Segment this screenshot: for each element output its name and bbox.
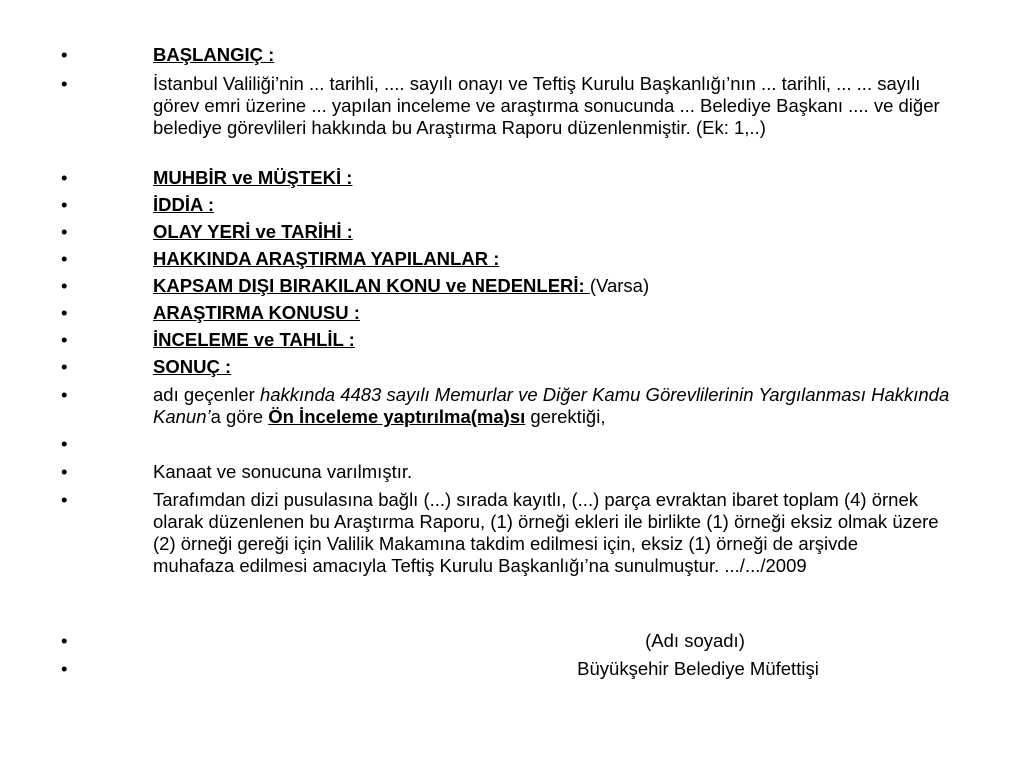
bullet: • <box>61 461 68 482</box>
adi-text-1: adı geçenler <box>153 384 260 405</box>
bullet: • <box>61 275 68 296</box>
heading-inceleme: İNCELEME ve TAHLİL : <box>153 329 355 350</box>
on-inceleme-emphasis: Ön İnceleme yaptırılma(ma)sı <box>268 406 526 427</box>
bullet: • <box>61 630 68 651</box>
kapsam-note: (Varsa) <box>589 275 650 296</box>
adi-paragraph <box>153 384 953 428</box>
heading-hakkinda: HAKKINDA ARAŞTIRMA YAPILANLAR : <box>153 248 500 269</box>
heading-kapsam: KAPSAM DIŞI BIRAKILAN KONU ve NEDENLERİ: <box>153 275 590 296</box>
bullet: • <box>61 658 68 679</box>
bullet: • <box>61 329 68 350</box>
kapsam-line <box>153 275 953 297</box>
adi-text-3: a göre <box>210 406 269 427</box>
signature-title: Büyükşehir Belediye Müfettişi <box>577 658 819 679</box>
bullet: • <box>61 73 68 94</box>
bullet: • <box>61 433 68 454</box>
heading-sonuc: SONUÇ : <box>153 356 232 377</box>
taraf-paragraph: Tarafımdan dizi pusulasına bağlı (...) sırada kayıtlı, (...) parça evraktan ibaret toplam (4) örnek olarak düzenlenen bu Araştırma Raporu, (1) örneği ekleri ile birlikte (1) örneği eksiz olmak üzere (2) örneği gereği için Valilik Makamına takdim edilmesi için, eksiz (1) örneği de arşivde muhafaza edilmesi amacıyla Teftiş Kurulu Başkanlığı’na sunulmuştur. .../.../2009 <box>153 489 939 576</box>
kanaat-text: Kanaat ve sonucuna varılmıştır. <box>153 461 413 482</box>
bullet: • <box>61 302 68 323</box>
heading-muhbir: MUHBİR ve MÜŞTEKİ : <box>153 167 353 188</box>
law-reference: hakkında 4483 sayılı Memurlar ve Diğer Kamu Görevlilerinin Yargılanması Hakkında Kanun’ <box>153 384 950 427</box>
adi-text-5: gerektiği, <box>525 406 606 427</box>
bullet: • <box>61 356 68 377</box>
bullet: • <box>61 384 68 405</box>
bullet: • <box>61 194 68 215</box>
heading-olay: OLAY YERİ ve TARİHİ : <box>153 221 353 242</box>
bullet: • <box>61 44 68 65</box>
signature-name: (Adı soyadı) <box>645 630 745 651</box>
bullet: • <box>61 221 68 242</box>
bullet: • <box>61 167 68 188</box>
bullet: • <box>61 489 68 510</box>
intro-paragraph: İstanbul Valiliği’nin ... tarihli, .... sayılı onayı ve Teftiş Kurulu Başkanlığı’nın ... tarihli, ... ... sayılı görev emri üzerine ... yapılan inceleme ve araştırma sonucunda ... Belediye Başkanı .... ve diğer belediye görevlileri hakkında bu Araştırma Raporu düzenlenmiştir. (Ek: 1,..) <box>153 73 940 138</box>
heading-iddia: İDDİA : <box>153 194 214 215</box>
heading-konu: ARAŞTIRMA KONUSU : <box>153 302 360 323</box>
bullet: • <box>61 248 68 269</box>
heading-baslangic: BAŞLANGIÇ : <box>153 44 275 65</box>
